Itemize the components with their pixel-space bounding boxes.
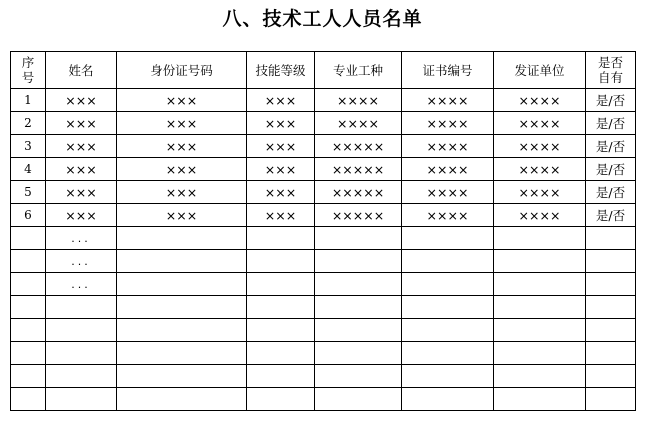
header-no: 序号 [11, 52, 46, 89]
cell-own-employee: 是/否 [586, 158, 636, 181]
cell-own-employee [586, 365, 636, 388]
cell-worker-name [46, 319, 117, 342]
cell-certificate-number [402, 388, 494, 411]
cell-trade: ××××× [315, 204, 402, 227]
cell-issuer: ×××× [494, 181, 586, 204]
cell-row-number: 1 [11, 89, 46, 112]
table-row [11, 158, 636, 181]
cell-issuer: ×××× [494, 112, 586, 135]
cell-issuer: ×××× [494, 158, 586, 181]
cell-id-number [117, 388, 247, 411]
cell-worker-name [46, 388, 117, 411]
cell-worker-name: ××× [46, 204, 117, 227]
cell-issuer: ×××× [494, 89, 586, 112]
cell-trade: ××××× [315, 181, 402, 204]
table-row [11, 135, 636, 158]
cell-trade [315, 342, 402, 365]
cell-trade: ×××× [315, 89, 402, 112]
cell-certificate-number: ×××× [402, 135, 494, 158]
cell-worker-name: ... [46, 273, 117, 296]
header-name: 姓名 [46, 52, 117, 89]
cell-skill-level [247, 365, 315, 388]
cell-id-number: ××× [117, 181, 247, 204]
cell-row-number [11, 296, 46, 319]
cell-id-number: ××× [117, 89, 247, 112]
cell-certificate-number [402, 319, 494, 342]
cell-trade [315, 227, 402, 250]
cell-skill-level [247, 319, 315, 342]
table-row [11, 204, 636, 227]
cell-issuer [494, 227, 586, 250]
cell-row-number [11, 365, 46, 388]
cell-skill-level [247, 227, 315, 250]
cell-trade [315, 296, 402, 319]
cell-own-employee [586, 388, 636, 411]
cell-id-number: ××× [117, 158, 247, 181]
table-row [11, 250, 636, 273]
cell-skill-level: ××× [247, 89, 315, 112]
table-row [11, 388, 636, 411]
cell-skill-level: ××× [247, 181, 315, 204]
cell-worker-name: ... [46, 250, 117, 273]
cell-issuer [494, 342, 586, 365]
table-row [11, 273, 636, 296]
cell-issuer [494, 296, 586, 319]
cell-id-number [117, 273, 247, 296]
cell-own-employee [586, 250, 636, 273]
cell-own-employee [586, 296, 636, 319]
cell-own-employee: 是/否 [586, 135, 636, 158]
cell-row-number [11, 250, 46, 273]
cell-skill-level [247, 273, 315, 296]
cell-id-number [117, 365, 247, 388]
cell-issuer: ×××× [494, 135, 586, 158]
cell-id-number: ××× [117, 112, 247, 135]
cell-worker-name: ... [46, 227, 117, 250]
table-row [11, 227, 636, 250]
cell-worker-name: ××× [46, 112, 117, 135]
cell-row-number [11, 319, 46, 342]
cell-own-employee: 是/否 [586, 112, 636, 135]
cell-trade [315, 388, 402, 411]
cell-issuer [494, 365, 586, 388]
cell-trade: ××××× [315, 135, 402, 158]
header-own-employee [586, 52, 636, 89]
cell-own-employee [586, 227, 636, 250]
cell-issuer [494, 388, 586, 411]
cell-trade [315, 319, 402, 342]
cell-id-number [117, 319, 247, 342]
cell-issuer [494, 250, 586, 273]
cell-certificate-number [402, 227, 494, 250]
header-id-number: 身份证号码 [117, 52, 247, 89]
cell-skill-level: ××× [247, 158, 315, 181]
cell-worker-name: ××× [46, 158, 117, 181]
cell-skill-level: ××× [247, 112, 315, 135]
table-row [11, 112, 636, 135]
cell-skill-level: ××× [247, 135, 315, 158]
cell-certificate-number: ×××× [402, 112, 494, 135]
cell-own-employee: 是/否 [586, 181, 636, 204]
cell-row-number [11, 342, 46, 365]
page-title: 八、技术工人人员名单 [222, 8, 423, 30]
cell-skill-level [247, 250, 315, 273]
cell-row-number [11, 227, 46, 250]
header-issuer: 发证单位 [494, 52, 586, 89]
cell-row-number: 5 [11, 181, 46, 204]
technical-workers-table [10, 51, 636, 411]
cell-issuer: ×××× [494, 204, 586, 227]
cell-certificate-number: ×××× [402, 89, 494, 112]
cell-certificate-number: ×××× [402, 181, 494, 204]
cell-id-number [117, 342, 247, 365]
cell-row-number [11, 273, 46, 296]
table-row [11, 319, 636, 342]
header-own-line1: 是否 [597, 55, 623, 70]
cell-trade [315, 365, 402, 388]
cell-certificate-number [402, 273, 494, 296]
header-trade: 专业工种 [315, 52, 402, 89]
header-own-line2: 自有 [597, 70, 623, 85]
cell-id-number: ××× [117, 204, 247, 227]
cell-own-employee [586, 342, 636, 365]
cell-row-number: 2 [11, 112, 46, 135]
cell-row-number [11, 388, 46, 411]
cell-own-employee: 是/否 [586, 89, 636, 112]
cell-skill-level [247, 296, 315, 319]
table-row [11, 89, 636, 112]
cell-own-employee: 是/否 [586, 204, 636, 227]
cell-id-number [117, 250, 247, 273]
cell-worker-name: ××× [46, 89, 117, 112]
table-row [11, 365, 636, 388]
header-skill-level: 技能等级 [247, 52, 315, 89]
cell-id-number [117, 296, 247, 319]
cell-worker-name: ××× [46, 181, 117, 204]
cell-worker-name [46, 296, 117, 319]
cell-certificate-number [402, 342, 494, 365]
cell-trade: ××××× [315, 158, 402, 181]
table-row [11, 296, 636, 319]
table-row [11, 342, 636, 365]
cell-worker-name [46, 365, 117, 388]
cell-certificate-number [402, 296, 494, 319]
cell-certificate-number [402, 365, 494, 388]
cell-issuer [494, 319, 586, 342]
cell-worker-name [46, 342, 117, 365]
header-certificate-number: 证书编号 [402, 52, 494, 89]
cell-own-employee [586, 273, 636, 296]
cell-skill-level [247, 342, 315, 365]
cell-certificate-number: ×××× [402, 158, 494, 181]
cell-trade [315, 273, 402, 296]
table-row [11, 181, 636, 204]
cell-row-number: 6 [11, 204, 46, 227]
cell-row-number: 3 [11, 135, 46, 158]
table-header-row [11, 52, 636, 89]
cell-id-number [117, 227, 247, 250]
cell-worker-name: ××× [46, 135, 117, 158]
cell-issuer [494, 273, 586, 296]
cell-row-number: 4 [11, 158, 46, 181]
cell-skill-level [247, 388, 315, 411]
cell-own-employee [586, 319, 636, 342]
cell-certificate-number [402, 250, 494, 273]
cell-certificate-number: ×××× [402, 204, 494, 227]
cell-skill-level: ××× [247, 204, 315, 227]
cell-trade: ×××× [315, 112, 402, 135]
cell-trade [315, 250, 402, 273]
cell-id-number: ××× [117, 135, 247, 158]
